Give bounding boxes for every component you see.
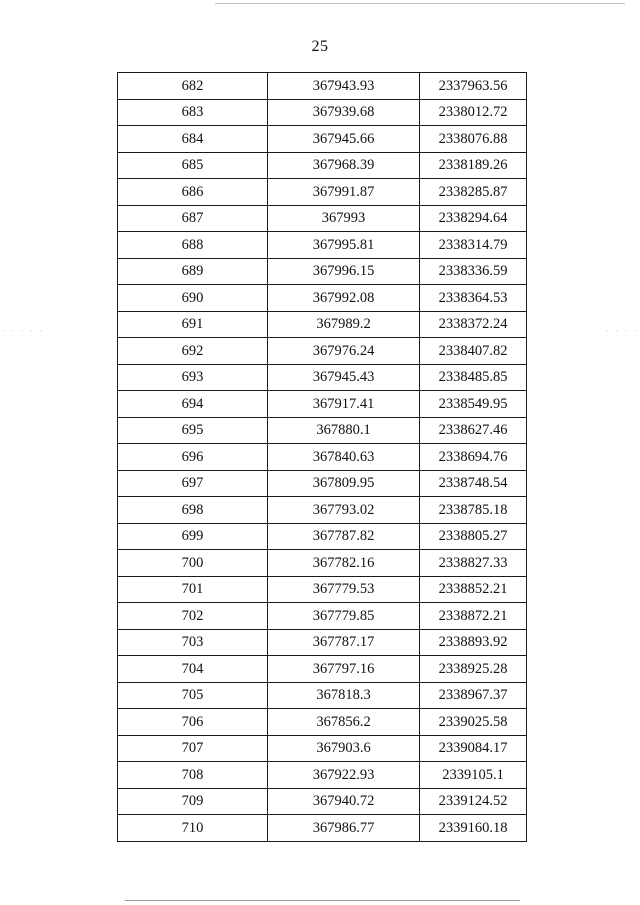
x-coordinate-cell: 367968.39 (268, 152, 420, 179)
x-coordinate-cell: 367903.6 (268, 735, 420, 762)
point-number-cell: 692 (118, 338, 268, 365)
x-coordinate-cell: 367945.43 (268, 364, 420, 391)
y-coordinate-cell: 2339025.58 (420, 709, 527, 736)
table-row (118, 470, 527, 497)
x-coordinate-cell: 367793.02 (268, 497, 420, 524)
scan-noise-right: · · · · (606, 326, 639, 336)
point-number-cell: 683 (118, 99, 268, 126)
point-number-cell: 691 (118, 311, 268, 338)
x-coordinate-cell: 367992.08 (268, 285, 420, 312)
point-number-cell: 694 (118, 391, 268, 418)
x-coordinate-cell: 367809.95 (268, 470, 420, 497)
x-coordinate-cell: 367856.2 (268, 709, 420, 736)
table-row (118, 788, 527, 815)
y-coordinate-cell: 2339160.18 (420, 815, 527, 842)
x-coordinate-cell: 367976.24 (268, 338, 420, 365)
x-coordinate-cell: 367996.15 (268, 258, 420, 285)
scan-edge-bottom (125, 900, 520, 901)
point-number-cell: 687 (118, 205, 268, 232)
page-number: 25 (311, 38, 329, 55)
point-number-cell: 705 (118, 682, 268, 709)
x-coordinate-cell: 367922.93 (268, 762, 420, 789)
table-row (118, 815, 527, 842)
x-coordinate-cell: 367945.66 (268, 126, 420, 153)
point-number-cell: 697 (118, 470, 268, 497)
y-coordinate-cell: 2338627.46 (420, 417, 527, 444)
table-row (118, 629, 527, 656)
x-coordinate-cell: 367840.63 (268, 444, 420, 471)
y-coordinate-cell: 2338012.72 (420, 99, 527, 126)
y-coordinate-cell: 2337963.56 (420, 73, 527, 100)
y-coordinate-cell: 2338694.76 (420, 444, 527, 471)
y-coordinate-cell: 2338314.79 (420, 232, 527, 259)
y-coordinate-cell: 2338967.37 (420, 682, 527, 709)
x-coordinate-cell: 367880.1 (268, 417, 420, 444)
point-number-cell: 703 (118, 629, 268, 656)
table-row (118, 735, 527, 762)
point-number-cell: 686 (118, 179, 268, 206)
x-coordinate-cell: 367797.16 (268, 656, 420, 683)
table-row (118, 73, 527, 100)
y-coordinate-cell: 2338076.88 (420, 126, 527, 153)
x-coordinate-cell: 367782.16 (268, 550, 420, 577)
table-row (118, 179, 527, 206)
y-coordinate-cell: 2338336.59 (420, 258, 527, 285)
point-number-cell: 689 (118, 258, 268, 285)
point-number-cell: 701 (118, 576, 268, 603)
y-coordinate-cell: 2338485.85 (420, 364, 527, 391)
y-coordinate-cell: 2338925.28 (420, 656, 527, 683)
y-coordinate-cell: 2338549.95 (420, 391, 527, 418)
scan-edge-top (215, 3, 625, 4)
y-coordinate-cell: 2338364.53 (420, 285, 527, 312)
x-coordinate-cell: 367779.85 (268, 603, 420, 630)
y-coordinate-cell: 2338189.26 (420, 152, 527, 179)
scan-noise-left: · · · · · (2, 326, 44, 336)
point-number-cell: 709 (118, 788, 268, 815)
x-coordinate-cell: 367917.41 (268, 391, 420, 418)
point-number-cell: 706 (118, 709, 268, 736)
table-row (118, 762, 527, 789)
table-row (118, 285, 527, 312)
y-coordinate-cell: 2339105.1 (420, 762, 527, 789)
point-number-cell: 693 (118, 364, 268, 391)
y-coordinate-cell: 2338827.33 (420, 550, 527, 577)
x-coordinate-cell: 367989.2 (268, 311, 420, 338)
point-number-cell: 688 (118, 232, 268, 259)
y-coordinate-cell: 2338407.82 (420, 338, 527, 365)
table-row (118, 338, 527, 365)
point-number-cell: 708 (118, 762, 268, 789)
table-row (118, 523, 527, 550)
x-coordinate-cell: 367993 (268, 205, 420, 232)
table-row (118, 709, 527, 736)
x-coordinate-cell: 367995.81 (268, 232, 420, 259)
table-row (118, 417, 527, 444)
point-number-cell: 710 (118, 815, 268, 842)
table-row (118, 126, 527, 153)
table-row (118, 682, 527, 709)
table-row (118, 391, 527, 418)
y-coordinate-cell: 2338748.54 (420, 470, 527, 497)
y-coordinate-cell: 2338294.64 (420, 205, 527, 232)
table-row (118, 656, 527, 683)
y-coordinate-cell: 2338852.21 (420, 576, 527, 603)
x-coordinate-cell: 367939.68 (268, 99, 420, 126)
y-coordinate-cell: 2338893.92 (420, 629, 527, 656)
x-coordinate-cell: 367940.72 (268, 788, 420, 815)
x-coordinate-cell: 367818.3 (268, 682, 420, 709)
x-coordinate-cell: 367787.82 (268, 523, 420, 550)
x-coordinate-cell: 367943.93 (268, 73, 420, 100)
point-number-cell: 702 (118, 603, 268, 630)
y-coordinate-cell: 2339124.52 (420, 788, 527, 815)
table-row (118, 603, 527, 630)
table-row (118, 99, 527, 126)
x-coordinate-cell: 367991.87 (268, 179, 420, 206)
point-number-cell: 707 (118, 735, 268, 762)
y-coordinate-cell: 2339084.17 (420, 735, 527, 762)
y-coordinate-cell: 2338872.21 (420, 603, 527, 630)
table-row (118, 311, 527, 338)
y-coordinate-cell: 2338785.18 (420, 497, 527, 524)
x-coordinate-cell: 367986.77 (268, 815, 420, 842)
point-number-cell: 695 (118, 417, 268, 444)
coordinate-table-body (118, 73, 527, 842)
x-coordinate-cell: 367787.17 (268, 629, 420, 656)
point-number-cell: 696 (118, 444, 268, 471)
point-number-cell: 700 (118, 550, 268, 577)
point-number-cell: 690 (118, 285, 268, 312)
coordinate-table (117, 72, 527, 842)
y-coordinate-cell: 2338372.24 (420, 311, 527, 338)
point-number-cell: 685 (118, 152, 268, 179)
point-number-cell: 698 (118, 497, 268, 524)
table-row (118, 152, 527, 179)
table-row (118, 232, 527, 259)
y-coordinate-cell: 2338285.87 (420, 179, 527, 206)
y-coordinate-cell: 2338805.27 (420, 523, 527, 550)
point-number-cell: 682 (118, 73, 268, 100)
point-number-cell: 699 (118, 523, 268, 550)
table-row (118, 444, 527, 471)
point-number-cell: 684 (118, 126, 268, 153)
point-number-cell: 704 (118, 656, 268, 683)
table-row (118, 497, 527, 524)
x-coordinate-cell: 367779.53 (268, 576, 420, 603)
table-row (118, 258, 527, 285)
table-row (118, 205, 527, 232)
table-row (118, 364, 527, 391)
table-row (118, 576, 527, 603)
table-row (118, 550, 527, 577)
